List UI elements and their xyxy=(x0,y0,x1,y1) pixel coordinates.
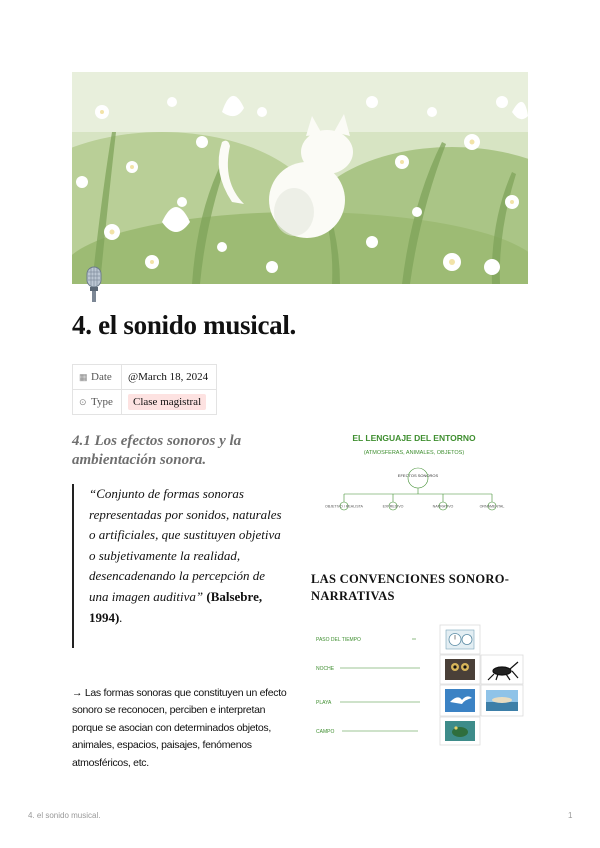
convention-label: NOCHE xyxy=(316,666,335,672)
diagram-branch: NARRATIVO xyxy=(432,504,454,509)
diagram-title: EL LENGUAJE DEL ENTORNO xyxy=(352,433,476,443)
owl-thumbnail xyxy=(445,659,475,680)
convention-label: PASO DEL TIEMPO xyxy=(316,637,361,643)
convention-label: CAMPO xyxy=(316,729,335,735)
property-label: Type xyxy=(91,396,113,408)
convention-label: PLAYA xyxy=(316,700,332,706)
page-title: 4. el sonido musical. xyxy=(72,310,296,340)
section-heading: 4.1 Los efectos sonoros y la ambientación sonora. xyxy=(72,433,242,468)
seagull-thumbnail xyxy=(445,689,475,712)
property-row-type xyxy=(73,390,217,415)
type-tag[interactable]: Clase magistral xyxy=(128,394,206,410)
note-paragraph: → Las formas sonoras que constituyen un efecto sonoro se reconocen, perciben e interpretan porque se asocian con determinados objetos, animales, espacios, paisajes, fenómenos atmosféricos, etc. xyxy=(72,687,287,769)
diagram-branch: ORNAMENTAL xyxy=(479,504,505,509)
citation-suffix: . xyxy=(119,609,123,625)
sound-conventions-diagram xyxy=(312,622,528,748)
environment-language-diagram xyxy=(316,432,526,524)
select-icon: ⊙ xyxy=(79,397,87,407)
quote-citation: (Balsebre, 1994) xyxy=(89,588,263,625)
frog-thumbnail xyxy=(445,721,475,741)
diagram-branch: EXPRESIVO xyxy=(382,504,404,509)
property-label: Date xyxy=(91,371,112,383)
clock-thumbnail xyxy=(446,630,474,649)
calendar-icon: ▦ xyxy=(79,372,88,382)
quote-block xyxy=(72,484,287,648)
page-number: 1 xyxy=(568,811,573,820)
property-row-date xyxy=(73,365,217,390)
microphone-icon xyxy=(80,266,108,304)
quote-text: “Conjunto de formas sonoras representadas por sonidos, naturales o artificiales, que sustituyen objetiva o subjetivamente la realidad, desencadenando la percepción de una imagen auditiva” xyxy=(89,486,282,604)
date-value[interactable]: @March 18, 2024 xyxy=(122,365,217,390)
footer-title: 4. el sonido musical. xyxy=(28,811,101,820)
diagram-branch: OBJETIVO / REALISTA xyxy=(325,504,363,509)
diagram-subtitle: (ATMOSFERAS, ANIMALES, OBJETOS) xyxy=(363,450,465,456)
beach-thumbnail xyxy=(486,690,518,711)
diagram-center-node: EFECTOS SONOROS xyxy=(397,473,439,478)
cover-image xyxy=(72,72,528,284)
conventions-heading: LAS CONVENCIONES SONORO-NARRATIVAS xyxy=(311,572,510,603)
properties-table xyxy=(72,364,217,415)
